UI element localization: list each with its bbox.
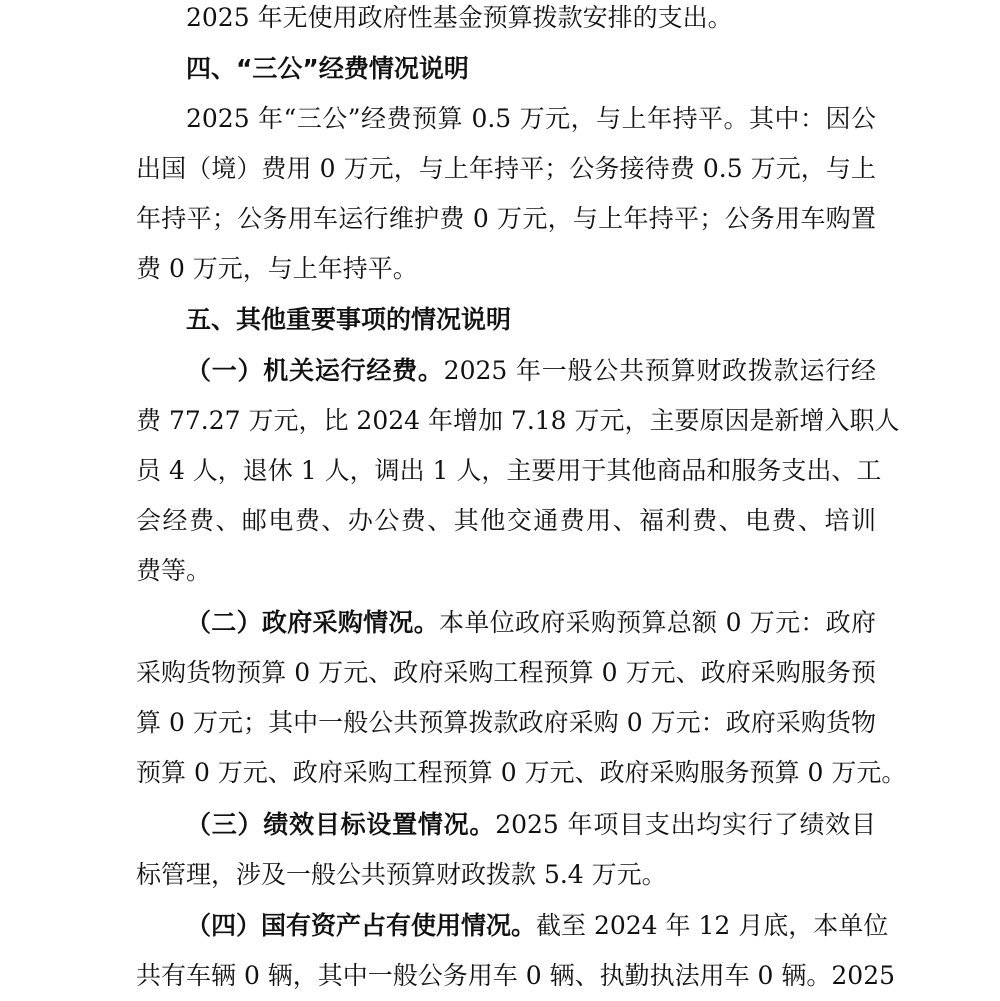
paragraph-line: 算 0 万元；其中一般公共预算拨款政府采购 0 万元：政府采购货物 bbox=[136, 708, 876, 737]
paragraph-line: 会经费、邮电费、办公费、其他交通费用、福利费、电费、培训 bbox=[136, 506, 876, 535]
paragraph-line: 2025 年无使用政府性基金预算拨款安排的支出。 bbox=[186, 3, 733, 32]
paragraph-line: 员 4 人，退休 1 人，调出 1 人，主要用于其他商品和服务支出、工 bbox=[136, 456, 882, 485]
item-text: 截至 2024 年 12 月底，本单位 bbox=[536, 911, 889, 940]
paragraph-line: 共有车辆 0 辆，其中一般公务用车 0 辆、执勤执法用车 0 辆。2025 bbox=[136, 961, 896, 990]
paragraph-line bbox=[186, 800, 876, 850]
paragraph-line: 2025 年“三公”经费预算 0.5 万元，与上年持平。其中：因公 bbox=[186, 104, 876, 133]
item-title: （四）国有资产占有使用情况。 bbox=[186, 911, 537, 940]
item-text: 本单位政府采购预算总额 0 万元：政府 bbox=[439, 608, 876, 637]
paragraph-line: 标管理，涉及一般公共预算财政拨款 5.4 万元。 bbox=[136, 860, 667, 889]
item-title: （三）绩效目标设置情况。 bbox=[186, 810, 496, 839]
section-heading-4: 四、“三公”经费情况说明 bbox=[186, 54, 469, 83]
paragraph-line bbox=[186, 901, 889, 951]
paragraph-line bbox=[186, 346, 876, 396]
paragraph-line: 年持平；公务用车运行维护费 0 万元，与上年持平；公务用车购置 bbox=[136, 204, 876, 233]
paragraph-line: 预算 0 万元、政府采购工程预算 0 万元、政府采购服务预算 0 万元。 bbox=[136, 758, 907, 787]
section-heading-5: 五、其他重要事项的情况说明 bbox=[186, 305, 512, 334]
paragraph-line: 出国（境）费用 0 万元，与上年持平；公务接待费 0.5 万元，与上 bbox=[136, 154, 876, 183]
item-text: 2025 年项目支出均实行了绩效目 bbox=[495, 810, 876, 839]
item-text: 2025 年一般公共预算财政拨款运行经 bbox=[443, 356, 876, 385]
paragraph-line: 费 0 万元，与上年持平。 bbox=[136, 254, 418, 283]
paragraph-line: 费 77.27 万元，比 2024 年增加 7.18 万元，主要原因是新增入职人 bbox=[136, 406, 900, 435]
paragraph-line: 费等。 bbox=[136, 556, 212, 585]
paragraph-line: 采购货物预算 0 万元、政府采购工程预算 0 万元、政府采购服务预 bbox=[136, 658, 876, 687]
paragraph-line bbox=[186, 598, 876, 648]
item-title: （一）机关运行经费。 bbox=[186, 356, 444, 385]
item-title: （二）政府采购情况。 bbox=[186, 608, 440, 637]
